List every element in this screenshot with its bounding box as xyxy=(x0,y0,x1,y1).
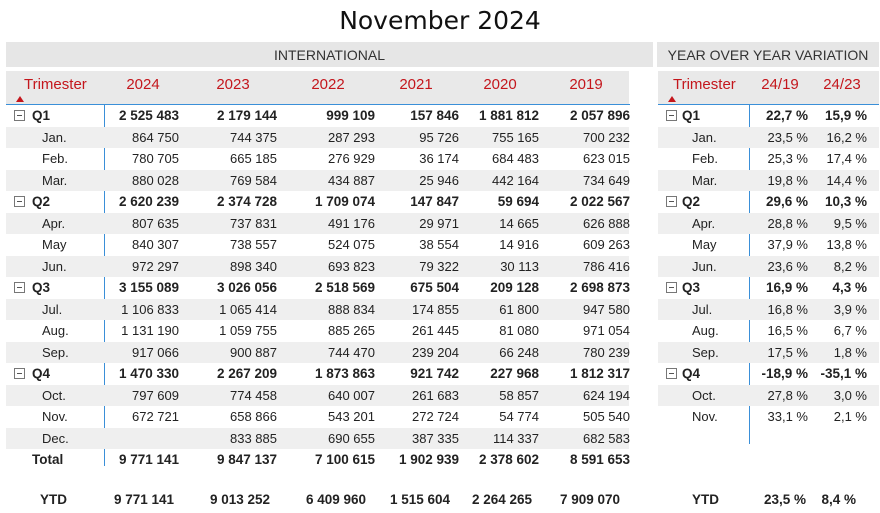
row-label: Q1 xyxy=(32,108,51,123)
ytd-value: 2 264 265 xyxy=(471,492,532,507)
cell-value: 4,3 % xyxy=(832,280,867,295)
variation-header-row xyxy=(658,71,879,104)
cell-value: 917 066 xyxy=(132,344,179,360)
cell-value: 3 155 089 xyxy=(118,280,179,295)
cell-value: 114 337 xyxy=(492,430,539,446)
year-header-2022[interactable]: 2022 xyxy=(311,76,345,93)
collapse-toggle-icon[interactable] xyxy=(14,368,25,379)
cell-value: 23,5 % xyxy=(767,129,808,145)
cell-value: 658 866 xyxy=(230,409,277,424)
ytd-value: 7 909 070 xyxy=(559,492,620,507)
year-header-2021[interactable]: 2021 xyxy=(399,76,433,93)
cell-value: 780 705 xyxy=(132,151,179,166)
cell-value: 16,2 % xyxy=(826,129,867,145)
ytd-value: 8,4 % xyxy=(821,492,856,507)
cell-value: 700 232 xyxy=(583,129,630,145)
row-label: Jan. xyxy=(42,129,67,145)
cell-value: 10,3 % xyxy=(824,194,867,209)
cell-value: 786 416 xyxy=(583,258,630,274)
cell-value: 2 378 602 xyxy=(478,452,539,467)
cell-value: 14,4 % xyxy=(826,172,867,188)
year-header-2020[interactable]: 2020 xyxy=(483,76,517,93)
row-label: May xyxy=(692,237,717,252)
cell-value: 13,8 % xyxy=(826,237,867,252)
variation-band: YEAR OVER YEAR VARIATION xyxy=(657,42,879,67)
collapse-toggle-icon[interactable] xyxy=(666,110,677,121)
cell-value: 14 916 xyxy=(499,237,539,252)
row-label: Jun. xyxy=(42,258,67,274)
cell-value: 3,9 % xyxy=(833,301,867,317)
year-header-2023[interactable]: 2023 xyxy=(216,76,250,93)
cell-value: 442 164 xyxy=(492,172,539,188)
row-label: Q2 xyxy=(682,194,701,209)
row-label: Dec. xyxy=(42,430,69,446)
quarter-row xyxy=(6,105,629,127)
cell-value: 774 458 xyxy=(230,387,277,403)
cell-value: 2 179 144 xyxy=(216,108,277,123)
month-row xyxy=(658,234,879,256)
cell-value: 9 771 141 xyxy=(118,452,179,467)
cell-value: 807 635 xyxy=(132,215,179,231)
cell-value: 37,9 % xyxy=(767,237,808,252)
cell-value: 797 609 xyxy=(132,387,179,403)
international-header-row xyxy=(6,71,629,104)
international-band: INTERNATIONAL xyxy=(6,42,653,67)
ytd-value: 9 771 141 xyxy=(113,492,174,507)
cell-value: 609 263 xyxy=(583,237,630,252)
cell-value: 209 128 xyxy=(490,280,539,295)
cell-value: 261 445 xyxy=(412,323,459,338)
ytd-value: 6 409 960 xyxy=(305,492,366,507)
cell-value: 755 165 xyxy=(492,129,539,145)
cell-value: 27,8 % xyxy=(767,387,808,403)
cell-value: 17,5 % xyxy=(767,344,808,360)
cell-value: 23,6 % xyxy=(767,258,808,274)
cell-value: 387 335 xyxy=(412,430,459,446)
cell-value: 1 881 812 xyxy=(478,108,539,123)
row-label: Sep. xyxy=(692,344,719,360)
cell-value: 25 946 xyxy=(419,172,459,188)
cell-value: 1 470 330 xyxy=(118,366,179,381)
cell-value: 972 297 xyxy=(132,258,179,274)
cell-value: -18,9 % xyxy=(761,366,808,381)
ytd-label: YTD xyxy=(40,492,67,507)
year-header-2019[interactable]: 2019 xyxy=(569,76,603,93)
cell-value: 239 204 xyxy=(412,344,459,360)
cell-value: 2 374 728 xyxy=(216,194,277,209)
cell-value: 690 655 xyxy=(328,430,375,446)
variation-header-24-23[interactable]: 24/23 xyxy=(823,76,861,93)
cell-value: 840 307 xyxy=(132,237,179,252)
ytd-value: 23,5 % xyxy=(763,492,806,507)
cell-value: 17,4 % xyxy=(826,151,867,166)
cell-value: 8,2 % xyxy=(833,258,867,274)
cell-value: 737 831 xyxy=(230,215,277,231)
cell-value: 543 201 xyxy=(328,409,375,424)
cell-value: 16,8 % xyxy=(767,301,808,317)
cell-value: 734 649 xyxy=(583,172,630,188)
quarter-row xyxy=(6,363,629,385)
cell-value: -35,1 % xyxy=(820,366,867,381)
collapse-toggle-icon[interactable] xyxy=(666,196,677,207)
cell-value: 682 583 xyxy=(583,430,630,446)
cell-value: 2 620 239 xyxy=(118,194,179,209)
row-label: Feb. xyxy=(42,151,69,166)
quarter-row xyxy=(658,363,879,385)
cell-value: 81 080 xyxy=(499,323,539,338)
collapse-toggle-icon[interactable] xyxy=(14,282,25,293)
cell-value: 624 194 xyxy=(583,387,630,403)
row-label: Feb. xyxy=(692,151,719,166)
cell-value: 79 322 xyxy=(419,258,459,274)
cell-value: 672 721 xyxy=(132,409,179,424)
cell-value: 738 557 xyxy=(230,237,277,252)
cell-value: 505 540 xyxy=(583,409,630,424)
cell-value: 744 470 xyxy=(328,344,375,360)
row-label: Q2 xyxy=(32,194,51,209)
cell-value: 900 887 xyxy=(230,344,277,360)
cell-value: 2 267 209 xyxy=(216,366,277,381)
cell-value: 971 054 xyxy=(583,323,630,338)
row-label: Jul. xyxy=(692,301,713,317)
row-label: Aug. xyxy=(42,323,69,338)
cell-value: 15,9 % xyxy=(824,108,867,123)
variation-ytd-row xyxy=(658,490,879,510)
cell-value: 1 106 833 xyxy=(121,301,179,317)
month-row xyxy=(658,299,879,321)
cell-value: 665 185 xyxy=(230,151,277,166)
cell-value: 2 057 896 xyxy=(569,108,630,123)
year-header-2024[interactable]: 2024 xyxy=(126,76,160,93)
month-row xyxy=(6,127,629,149)
cell-value: 684 483 xyxy=(492,151,539,166)
cell-value: 29 971 xyxy=(419,215,459,231)
month-row xyxy=(658,170,879,192)
cell-value: 626 888 xyxy=(583,215,630,231)
cell-value: 885 265 xyxy=(328,323,375,338)
month-row xyxy=(6,256,629,278)
cell-value: 1 709 074 xyxy=(314,194,375,209)
collapse-toggle-icon[interactable] xyxy=(14,110,25,121)
cell-value: 28,8 % xyxy=(767,215,808,231)
cell-value: 1 812 317 xyxy=(569,366,630,381)
cell-value: 272 724 xyxy=(412,409,459,424)
row-label: Aug. xyxy=(692,323,719,338)
international-ytd-row xyxy=(6,490,646,510)
cell-value: 1 065 414 xyxy=(219,301,277,317)
page-title: November 2024 xyxy=(339,6,541,35)
month-row xyxy=(6,234,629,256)
cell-value: 675 504 xyxy=(410,280,459,295)
cell-value: 898 340 xyxy=(230,258,277,274)
cell-value: 276 929 xyxy=(328,151,375,166)
row-label: Jun. xyxy=(692,258,717,274)
row-label: Q1 xyxy=(682,108,701,123)
row-label: Q3 xyxy=(32,280,51,295)
month-row xyxy=(658,213,879,235)
cell-value: 623 015 xyxy=(583,151,630,166)
month-row xyxy=(6,299,629,321)
cell-value: 157 846 xyxy=(410,108,459,123)
row-label: Mar. xyxy=(42,172,68,188)
cell-value: 8 591 653 xyxy=(569,452,630,467)
row-label: Oct. xyxy=(42,387,66,403)
cell-value: 921 742 xyxy=(410,366,459,381)
cell-value: 61 800 xyxy=(499,301,539,317)
cell-value: 640 007 xyxy=(328,387,375,403)
cell-value: 227 968 xyxy=(490,366,539,381)
cell-value: 434 887 xyxy=(328,172,375,188)
trimester-header[interactable]: Trimester xyxy=(673,76,736,93)
cell-value: 888 834 xyxy=(328,301,375,317)
row-label: Nov. xyxy=(692,409,718,424)
cell-value: 3 026 056 xyxy=(216,280,277,295)
cell-value: 999 109 xyxy=(326,108,375,123)
cell-value: 19,8 % xyxy=(767,172,808,188)
cell-value: 769 584 xyxy=(230,172,277,188)
cell-value: 2 518 569 xyxy=(314,280,375,295)
ytd-label: YTD xyxy=(692,492,719,507)
row-label: Q3 xyxy=(682,280,701,295)
cell-value: 9 847 137 xyxy=(216,452,277,467)
cell-value: 66 248 xyxy=(499,344,539,360)
cell-value: 22,7 % xyxy=(765,108,808,123)
row-label: Total xyxy=(32,452,64,467)
cell-value: 16,5 % xyxy=(767,323,808,338)
cell-value: 2,1 % xyxy=(833,409,867,424)
cell-value: 9,5 % xyxy=(833,215,867,231)
row-label: May xyxy=(42,237,67,252)
month-row xyxy=(658,256,879,278)
cell-value: 29,6 % xyxy=(765,194,808,209)
cell-value: 7 100 615 xyxy=(314,452,375,467)
row-label: Jan. xyxy=(692,129,717,145)
month-row xyxy=(6,148,629,170)
row-label: Nov. xyxy=(42,409,68,424)
quarter-row xyxy=(658,277,879,299)
cell-value: 261 683 xyxy=(412,387,459,403)
cell-value: 880 028 xyxy=(132,172,179,188)
month-row xyxy=(6,170,629,192)
quarter-row xyxy=(6,277,629,299)
variation-header-24-19[interactable]: 24/19 xyxy=(761,76,799,93)
cell-value: 6,7 % xyxy=(833,323,867,338)
cell-value: 3,0 % xyxy=(833,387,867,403)
quarter-row xyxy=(658,191,879,213)
cell-value: 174 855 xyxy=(412,301,459,317)
cell-value: 36 174 xyxy=(419,151,459,166)
ytd-value: 1 515 604 xyxy=(389,492,450,507)
cell-value: 780 239 xyxy=(583,344,630,360)
cell-value: 693 823 xyxy=(328,258,375,274)
row-label: Apr. xyxy=(692,215,716,231)
collapse-toggle-icon[interactable] xyxy=(14,196,25,207)
cell-value: 833 885 xyxy=(230,430,277,446)
cell-value: 147 847 xyxy=(410,194,459,209)
cell-value: 1 059 755 xyxy=(219,323,277,338)
cell-value: 947 580 xyxy=(583,301,630,317)
row-label: Q4 xyxy=(32,366,51,381)
month-row xyxy=(658,385,879,407)
cell-value: 864 750 xyxy=(132,129,179,145)
row-label: Sep. xyxy=(42,344,69,360)
collapse-toggle-icon[interactable] xyxy=(666,368,677,379)
cell-value: 33,1 % xyxy=(767,409,808,424)
month-row xyxy=(6,385,629,407)
cell-value: 30 113 xyxy=(500,258,539,274)
cell-value: 1 131 190 xyxy=(121,323,179,338)
quarter-row xyxy=(6,191,629,213)
row-label: Jul. xyxy=(42,301,63,317)
month-row xyxy=(658,320,879,342)
cell-value: 25,3 % xyxy=(767,151,808,166)
cell-value: 95 726 xyxy=(419,129,459,145)
month-row xyxy=(658,148,879,170)
cell-value: 1 902 939 xyxy=(398,452,459,467)
ytd-value: 9 013 252 xyxy=(209,492,270,507)
cell-value: 287 293 xyxy=(328,129,375,145)
cell-value: 2 698 873 xyxy=(569,280,630,295)
row-label: Apr. xyxy=(42,215,66,231)
cell-value: 744 375 xyxy=(230,129,277,145)
cell-value: 524 075 xyxy=(328,237,375,252)
month-row xyxy=(6,320,629,342)
sort-ascending-icon[interactable] xyxy=(16,96,24,102)
cell-value: 1,8 % xyxy=(833,344,867,360)
month-row xyxy=(6,428,629,450)
month-row xyxy=(6,342,629,364)
collapse-toggle-icon[interactable] xyxy=(666,282,677,293)
month-row xyxy=(658,342,879,364)
row-label: Q4 xyxy=(682,366,701,381)
trimester-header[interactable]: Trimester xyxy=(24,76,87,93)
cell-value: 38 554 xyxy=(419,237,459,252)
quarter-row xyxy=(658,105,879,127)
cell-value: 16,9 % xyxy=(765,280,808,295)
total-row xyxy=(6,449,629,471)
cell-value: 2 022 567 xyxy=(569,194,630,209)
cell-value: 2 525 483 xyxy=(118,108,179,123)
month-row xyxy=(658,127,879,149)
cell-value: 59 694 xyxy=(497,194,539,209)
cell-value: 54 774 xyxy=(499,409,539,424)
cell-value: 491 176 xyxy=(328,215,375,231)
cell-value: 58 857 xyxy=(499,387,539,403)
cell-value: 14 665 xyxy=(499,215,539,231)
month-row xyxy=(6,213,629,235)
row-label: Oct. xyxy=(692,387,716,403)
row-label: Mar. xyxy=(692,172,718,188)
month-row xyxy=(658,406,879,428)
month-row xyxy=(6,406,629,428)
cell-value: 1 873 863 xyxy=(314,366,375,381)
